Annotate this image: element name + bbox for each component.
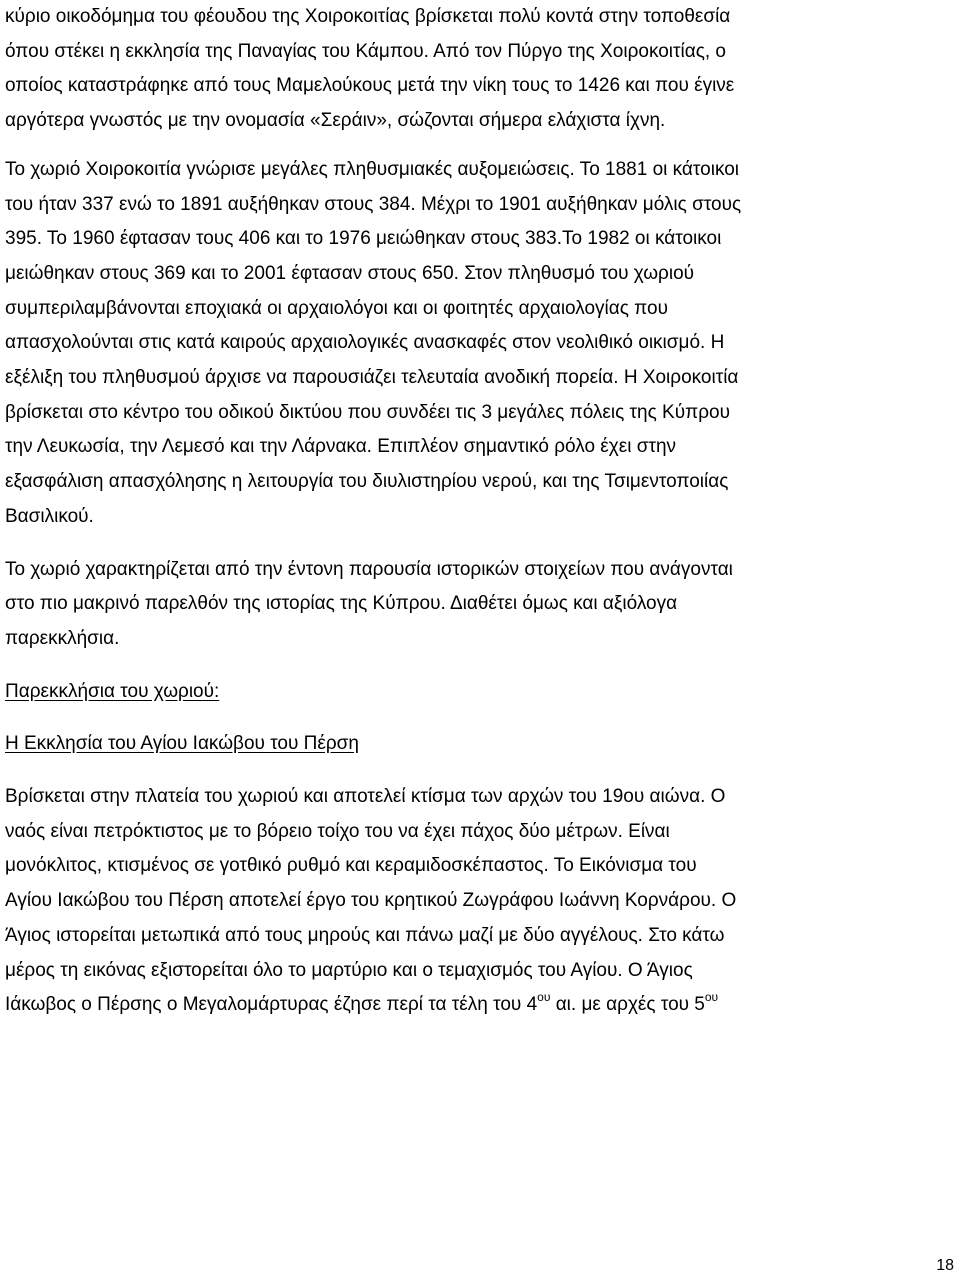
text-line: Άγιος ιστορείται μετωπικά από τους μηρούς και πάνω μαζί με δύο αγγέλους. Στο κάτω (5, 924, 725, 946)
text-line: μέρος τη εικόνας εξιστορείται όλο το μαρτύριο και ο τεμαχισμός του Αγίου. Ο Άγιος (5, 959, 693, 981)
text-fragment: αι. με αρχές του 5 (550, 994, 705, 1016)
superscript: ου (537, 990, 551, 1005)
text-line: Το χωριό Χοιροκοιτία γνώρισε μεγάλες πληθυσμιακές αυξομειώσεις. Το 1881 οι κάτοικοι (5, 158, 739, 180)
text-line: μονόκλιτος, κτισμένος σε γοτθικό ρυθμό και κεραμιδοσκέπαστος. Το Εικόνισμα του (5, 855, 697, 877)
text-line: παρεκκλήσια. (5, 627, 120, 649)
text-line: Βρίσκεται στην πλατεία του χωριού και αποτελεί κτίσμα των αρχών του 19ου αιώνα. Ο (5, 786, 726, 808)
text-line: οποίος καταστράφηκε από τους Μαμελούκους μετά την νίκη τους το 1426 και που έγινε (5, 75, 735, 97)
text-line: εξέλιξη του πληθυσμού άρχισε να παρουσιάζει τελευταία ανοδική πορεία. Η Χοιροκοιτία (5, 367, 739, 389)
text-line: του ήταν 337 ενώ το 1891 αυξήθηκαν στους 384. Μέχρι το 1901 αυξήθηκαν μόλις στους (5, 193, 742, 215)
text-line-with-superscripts (5, 988, 957, 1023)
paragraph-4 (5, 780, 957, 1023)
paragraph-2 (5, 153, 957, 535)
heading-chapels-text: Παρεκκλήσια του χωριού: (5, 680, 220, 702)
text-line: Το χωριό χαρακτηρίζεται από την έντονη παρουσία ιστορικών στοιχείων που ανάγονται (5, 558, 733, 580)
document-page (5, 0, 957, 1023)
text-line: συμπεριλαμβάνονται εποχιακά οι αρχαιολόγοι και οι φοιτητές αρχαιολογίας που (5, 297, 668, 319)
text-line: Αγίου Ιακώβου του Πέρση αποτελεί έργο του κρητικού Ζωγράφου Ιωάννη Κορνάρου. Ο (5, 890, 737, 912)
paragraph-3 (5, 553, 957, 657)
superscript: ου (704, 990, 719, 1005)
text-line: όπου στέκει η εκκλησία της Παναγίας του Κάμπου. Από τον Πύργο της Χοιροκοιτίας, ο (5, 40, 726, 62)
heading-church-text: Η Εκκλησία του Αγίου Ιακώβου του Πέρση (5, 733, 359, 755)
text-line: την Λευκωσία, την Λεμεσό και την Λάρνακα. Επιπλέον σημαντικό ρόλο έχει στην (5, 436, 677, 458)
text-line: αργότερα γνωστός με την ονομασία «Σεράιν», σώζονται σήμερα ελάχιστα ίχνη. (5, 110, 666, 132)
text-fragment: Ιάκωβος ο Πέρσης ο Μεγαλομάρτυρας έζησε περί τα τέλη του 4 (5, 994, 538, 1016)
text-line: ναός είναι πετρόκτιστος με το βόρειο τοίχο του να έχει πάχος δύο μέτρων. Είναι (5, 820, 670, 842)
page-number: 18 (936, 1257, 954, 1274)
text-line: στο πιο μακρινό παρελθόν της ιστορίας της Κύπρου. Διαθέτει όμως και αξιόλογα (5, 593, 678, 615)
text-line: βρίσκεται στο κέντρο του οδικού δικτύου που συνδέει τις 3 μεγάλες πόλεις της Κύπρου (5, 401, 730, 423)
heading-church (5, 727, 957, 762)
paragraph-1 (5, 0, 957, 139)
text-line: κύριο οικοδόμημα του φέουδου της Χοιροκοιτίας βρίσκεται πολύ κοντά στην τοποθεσία (5, 6, 731, 27)
text-line: Βασιλικού. (5, 505, 94, 527)
text-line: μειώθηκαν στους 369 και το 2001 έφτασαν στους 650. Στον πληθυσμό του χωριού (5, 262, 695, 284)
text-line: απασχολούνται στις κατά καιρούς αρχαιολογικές ανασκαφές στον νεολιθικό οικισμό. Η (5, 332, 725, 354)
heading-chapels (5, 675, 957, 710)
text-line: 395. Το 1960 έφτασαν τους 406 και το 1976 μειώθηκαν στους 383.Το 1982 οι κάτοικοι (5, 228, 722, 250)
text-line: εξασφάλιση απασχόλησης η λειτουργία του διυλιστηρίου νερού, και της Τσιμεντοποιίας (5, 471, 729, 493)
